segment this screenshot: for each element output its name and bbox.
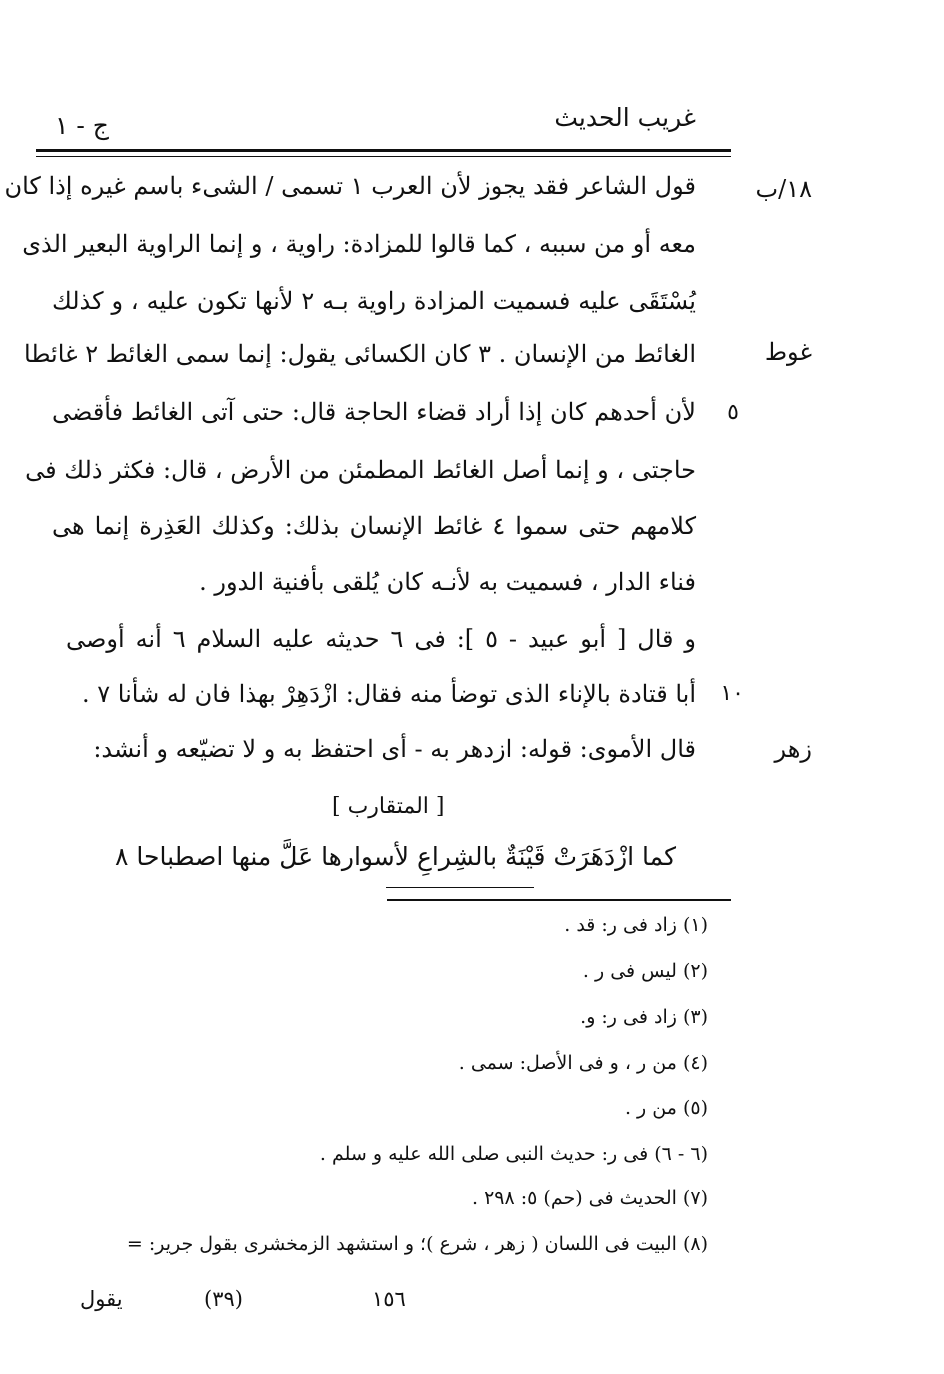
footnote-7: (٧) الحديث فى (حم) ٥: ٢٩٨ . [472, 1187, 708, 1209]
footnote-6: (٦ - ٦) فى ر: حديث النبى صلى الله عليه و سلم . [319, 1143, 708, 1165]
body-line-9: و قال [ أبو عبيد - ٥ ]: فى ٦ حديثه عليه السلام ٦ أنه أوصى [66, 625, 697, 653]
catchword: يقول [80, 1287, 123, 1311]
footnote-1: (١) زاد فى ر: قد . [564, 914, 708, 936]
body-line-6: حاجتى ، و إنما أصل الغائط المطمئن من الأرض ، قال: فكثر ذلك فى [25, 456, 696, 484]
footnote-2: (٢) ليس فى ر . [582, 960, 708, 982]
line-number-5: ٥ [727, 400, 739, 425]
body-line-7: كلامهم حتى سموا ٤ غائط الإنسان بذلك: وكذلك العَذِرة إنما هى [52, 512, 697, 540]
footnote-3: (٣) زاد فى ر: و. [580, 1006, 708, 1028]
volume-number: ج - ١ [55, 111, 109, 140]
body-line-10: أبا قتادة بالإناء الذى توضأ منه فقال: ازْدَهِرْ بهذا فان له شأنا ٧ . [81, 680, 696, 708]
sheet-number: (٣٩) [204, 1287, 243, 1311]
header-rule-thick [36, 149, 731, 152]
header-rule-thin [36, 156, 731, 157]
verse-underline [386, 887, 534, 888]
body-line-4: الغائط من الإنسان . ٣ كان الكسائى يقول: إنما سمى الغائط ٢ غائطا [24, 340, 696, 368]
verse-meter: [ المتقارب ] [332, 794, 445, 819]
margin-keyword-zahr: زهر [774, 735, 812, 763]
footnote-5: (٥) من ر . [624, 1097, 708, 1119]
verse-text: كما ازْدَهَرَتْ قَيْنَةٌ بالشِراعِ لأسوارها عَلَّ منها اصطباحا ٨ [115, 842, 677, 871]
body-line-5: لأن أحدهم كان إذا أراد قضاء الحاجة قال: حتى آتى الغائط فأقضى [52, 398, 696, 426]
body-line-8: فناء الدار ، فسميت به لأنـه كان يُلقى بأفنية الدور . [199, 568, 696, 596]
body-line-1: قول الشاعر فقد يجوز لأن العرب ١ تسمى / الشىء باسم غيره إذا كان [4, 172, 696, 200]
margin-keyword-ghawt: غوط [764, 338, 812, 366]
body-line-3: يُسْتَقَى عليه فسميت المزادة راوية بـه ٢ لأنها تكون عليه ، و كذلك [52, 287, 696, 315]
body-line-11: قال الأموى: قوله: ازدهر به - أى احتفظ به و لا تضيّعه و أنشد: [93, 735, 696, 763]
footnote-4: (٤) من ر ، و فى الأصل: سمى . [458, 1052, 708, 1074]
page-number: ١٥٦ [372, 1287, 406, 1311]
page-header-title: غريب الحديث [554, 103, 696, 132]
body-line-2: معه أو من سببه ، كما قالوا للمزادة: راوية ، و إنما الراوية البعير الذى [22, 230, 696, 258]
folio-marker: ١٨/ب [755, 175, 812, 203]
line-number-10: ١٠ [720, 681, 744, 706]
footnote-rule [387, 899, 731, 901]
footnote-8: (٨) البيت فى اللسان ( زهر ، شرع )؛ و استشهد الزمخشرى بقول جرير: = [126, 1233, 708, 1255]
